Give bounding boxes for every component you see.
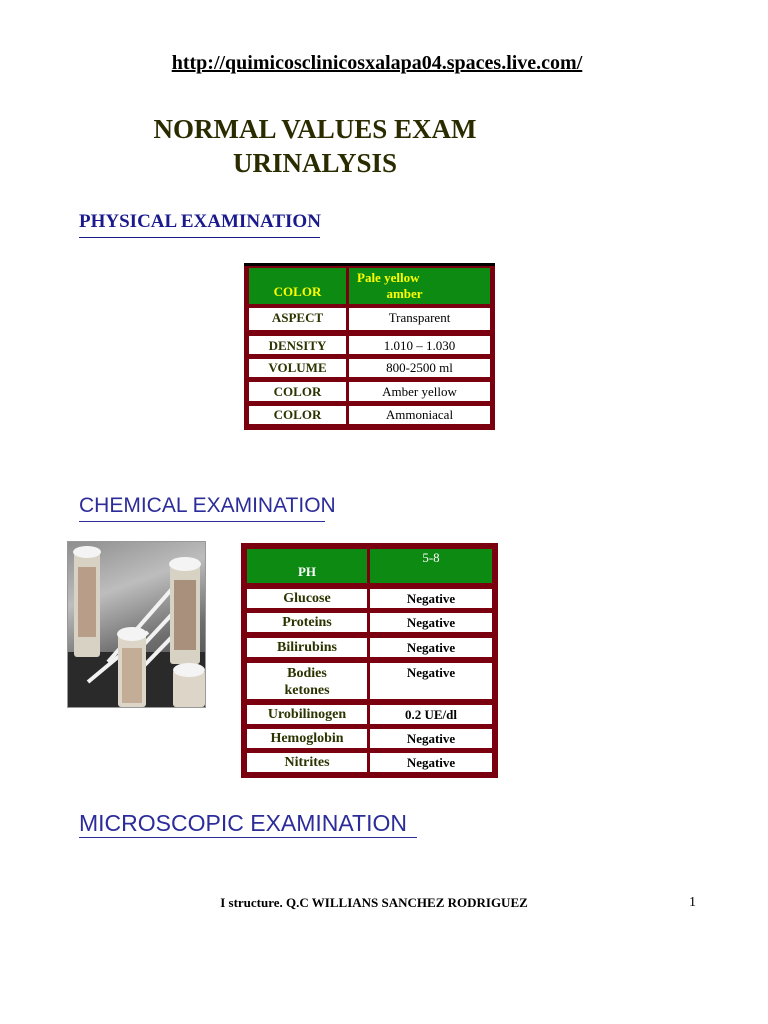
- chemical-row-proteins-label: [246, 612, 368, 633]
- chemical-row-proteins-value: [369, 612, 493, 633]
- source-url-link[interactable]: http://quimicosclinicosxalapa04.spaces.live.com/: [171, 52, 583, 74]
- chemical-label-urobilinogen: Urobilinogen: [267, 707, 347, 722]
- test-strips-illustration: [68, 542, 205, 707]
- chemical-label-glucose: Glucose: [283, 591, 331, 606]
- physical-label-aspect: ASPECT: [271, 310, 324, 325]
- chemical-row-ph-value: [369, 548, 493, 584]
- physical-value-density: 1.010 – 1.030: [383, 338, 456, 353]
- physical-heading-underline: [79, 237, 320, 238]
- chemical-label-ph: PH: [297, 564, 317, 579]
- chemical-value-ketones: Negative: [406, 665, 456, 680]
- physical-row-color-label: [248, 267, 347, 305]
- physical-row-aspect-label: [248, 307, 347, 331]
- physical-value-color-line2: amber: [386, 286, 423, 301]
- chemical-label-ketones-line2: ketones: [284, 683, 330, 698]
- chemical-value-urobilinogen: 0.2 UE/dl: [404, 707, 457, 722]
- physical-value-aspect: Transparent: [388, 310, 451, 325]
- chemical-label-hemoglobin: Hemoglobin: [270, 731, 344, 746]
- footer-author: I structure. Q.C WILLIANS SANCHEZ RODRIGUEZ: [220, 895, 528, 910]
- physical-label-color-3: COLOR: [273, 407, 322, 422]
- physical-row-color3-label: [248, 405, 347, 425]
- chemical-row-glucose-value: [369, 588, 493, 609]
- physical-value-volume: 800-2500 ml: [386, 360, 453, 375]
- microscopic-heading-underline: [79, 837, 417, 838]
- chemical-row-hemoglobin-value: [369, 728, 493, 749]
- chemical-label-bilirubins: Bilirubins: [277, 640, 337, 655]
- physical-row-color-value: [348, 267, 491, 305]
- physical-row-density-value: [348, 335, 491, 355]
- physical-row-aspect-value: [348, 307, 491, 331]
- chemical-row-hemoglobin-label: [246, 728, 368, 749]
- chemical-row-glucose-label: [246, 588, 368, 609]
- chemical-row-ketones-label: [246, 662, 368, 700]
- chemical-row-ketones-value: [369, 662, 493, 700]
- physical-label-color: COLOR: [273, 284, 322, 299]
- chemical-row-bilirubins-label: [246, 637, 368, 658]
- chemical-examination-heading: CHEMICAL EXAMINATION: [79, 494, 336, 517]
- physical-label-color-2: COLOR: [273, 384, 322, 399]
- chemical-value-proteins: Negative: [406, 615, 456, 630]
- physical-row-density-label: [248, 335, 347, 355]
- chemical-row-urobilinogen-value: [369, 704, 493, 725]
- chemical-value-bilirubins: Negative: [406, 640, 456, 655]
- title-line-1: NORMAL VALUES EXAM: [153, 114, 477, 144]
- physical-label-density: DENSITY: [268, 338, 327, 353]
- chemical-label-ketones-line1: Bodies: [287, 666, 327, 681]
- urine-test-strips-photo: [67, 541, 206, 708]
- chemical-row-nitrites-value: [369, 752, 493, 773]
- physical-value-color-2: Amber yellow: [382, 384, 457, 399]
- chemical-value-ph: 5-8: [422, 550, 440, 565]
- chemical-row-urobilinogen-label: [246, 704, 368, 725]
- chemical-value-hemoglobin: Negative: [406, 731, 456, 746]
- physical-label-volume: VOLUME: [268, 360, 327, 375]
- physical-row-volume-value: [348, 358, 491, 378]
- chemical-label-nitrites: Nitrites: [284, 755, 330, 770]
- page-number: 1: [689, 895, 696, 910]
- chemical-value-glucose: Negative: [406, 591, 456, 606]
- document-title: [130, 112, 500, 180]
- physical-row-color2-value: [348, 381, 491, 402]
- chemical-row-bilirubins-value: [369, 637, 493, 658]
- chemical-examination-table: [241, 543, 498, 778]
- chemical-value-nitrites: Negative: [406, 755, 456, 770]
- physical-examination-table: [244, 263, 495, 430]
- chemical-heading-underline: [79, 521, 325, 522]
- microscopic-examination-heading: MICROSCOPIC EXAMINATION: [79, 810, 407, 836]
- title-line-2: URINALYSIS: [232, 148, 398, 178]
- physical-value-color-line1: Pale yellow: [357, 270, 420, 285]
- physical-row-volume-label: [248, 358, 347, 378]
- physical-row-color2-label: [248, 381, 347, 402]
- chemical-label-proteins: Proteins: [282, 615, 332, 630]
- physical-examination-heading: PHYSICAL EXAMINATION: [79, 211, 321, 232]
- physical-value-color-3: Ammoniacal: [385, 407, 454, 422]
- physical-row-color3-value: [348, 405, 491, 425]
- chemical-row-ph-label: [246, 548, 368, 584]
- chemical-row-nitrites-label: [246, 752, 368, 773]
